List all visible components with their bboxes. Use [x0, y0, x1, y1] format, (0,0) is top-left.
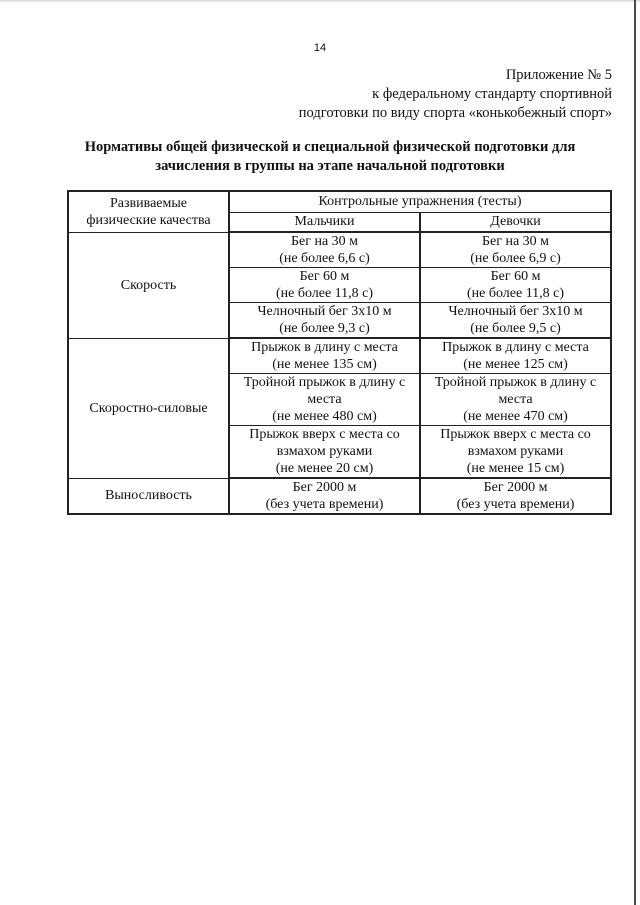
- boys-test-line: Прыжок вверх с места со: [249, 427, 400, 442]
- header-row: [68, 191, 611, 212]
- header-boys-cell: Мальчики: [229, 212, 420, 232]
- boys-test-cell: [229, 426, 420, 479]
- girls-test-cell: [420, 232, 611, 268]
- boys-test-line: (не менее 20 см): [275, 461, 374, 476]
- girls-test-line: (не более 6,9 с): [470, 251, 561, 266]
- appendix-line-1: Приложение № 5: [505, 67, 612, 83]
- boys-test-line: (не более 9,3 с): [279, 321, 370, 336]
- girls-test-line: Бег на 30 м: [481, 234, 550, 249]
- girls-test-line: Челночный бег 3х10 м: [448, 304, 583, 319]
- girls-test-line: Тройной прыжок в длину с: [434, 375, 597, 390]
- quality-cell: Скоростно-силовые: [68, 338, 229, 478]
- scan-top-shadow: [0, 0, 640, 3]
- girls-test-cell: [420, 338, 611, 374]
- appendix-line-3: подготовки по виду спорта «конькобежный спорт»: [298, 105, 612, 121]
- boys-test-cell: [229, 303, 420, 339]
- document-title: [60, 138, 600, 176]
- title-line-2: зачисления в группы на этапе начальной подготовки: [155, 158, 505, 174]
- boys-test-line: (не менее 480 см): [272, 409, 377, 424]
- boys-test-cell: [229, 478, 420, 514]
- girls-test-line: Прыжок в длину с места: [442, 340, 589, 355]
- table-row: [68, 478, 611, 514]
- boys-test-line: (не более 6,6 с): [279, 251, 370, 266]
- girls-test-line: (не более 9,5 с): [470, 321, 561, 336]
- girls-test-line: Бег 60 м: [490, 269, 541, 284]
- girls-test-line: (не менее 470 см): [463, 409, 568, 424]
- header-tests-cell: Контрольные упражнения (тесты): [229, 191, 611, 212]
- boys-test-line: Тройной прыжок в длину с: [243, 375, 406, 390]
- table-row: [68, 338, 611, 374]
- girls-test-line: места: [498, 392, 533, 407]
- girls-test-line: (без учета времени): [456, 497, 575, 512]
- boys-test-line: Бег 60 м: [299, 269, 350, 284]
- girls-test-line: (не менее 15 см): [466, 461, 565, 476]
- girls-test-line: (не более 11,8 с): [466, 286, 565, 301]
- header-quality-line-1: Развиваемые: [110, 195, 187, 211]
- girls-test-line: Прыжок вверх с места со: [440, 427, 591, 442]
- boys-test-cell: [229, 338, 420, 374]
- header-girls-cell: Девочки: [420, 212, 611, 232]
- appendix-line-2: к федеральному стандарту спортивной: [372, 86, 612, 102]
- boys-test-line: Бег на 30 м: [290, 234, 359, 249]
- girls-test-cell: [420, 426, 611, 479]
- girls-test-cell: [420, 478, 611, 514]
- page-number: 14: [313, 42, 327, 54]
- header-quality-cell: [68, 191, 229, 232]
- boys-test-cell: [229, 374, 420, 426]
- boys-test-line: места: [307, 392, 342, 407]
- boys-test-line: (не более 11,8 с): [275, 286, 374, 301]
- boys-test-line: (не менее 135 см): [272, 357, 377, 372]
- girls-test-cell: [420, 303, 611, 339]
- boys-test-line: Прыжок в длину с места: [251, 340, 398, 355]
- girls-test-line: Бег 2000 м: [483, 480, 548, 495]
- norms-table: [67, 190, 612, 515]
- boys-test-line: Бег 2000 м: [292, 480, 357, 495]
- table-row: [68, 232, 611, 268]
- quality-cell: Скорость: [68, 232, 229, 338]
- header-quality-line-2: физические качества: [86, 212, 211, 228]
- boys-test-line: Челночный бег 3х10 м: [257, 304, 392, 319]
- boys-test-line: (без учета времени): [265, 497, 384, 512]
- scan-right-edge: [634, 0, 636, 905]
- boys-test-line: взмахом руками: [276, 444, 373, 459]
- girls-test-cell: [420, 374, 611, 426]
- girls-test-cell: [420, 268, 611, 303]
- girls-test-line: (не менее 125 см): [463, 357, 568, 372]
- title-line-1: Нормативы общей физической и специальной физической подготовки для: [84, 139, 576, 155]
- quality-cell: Выносливость: [68, 478, 229, 514]
- girls-test-line: взмахом руками: [467, 444, 564, 459]
- appendix-header: [192, 66, 612, 123]
- boys-test-cell: [229, 268, 420, 303]
- boys-test-cell: [229, 232, 420, 268]
